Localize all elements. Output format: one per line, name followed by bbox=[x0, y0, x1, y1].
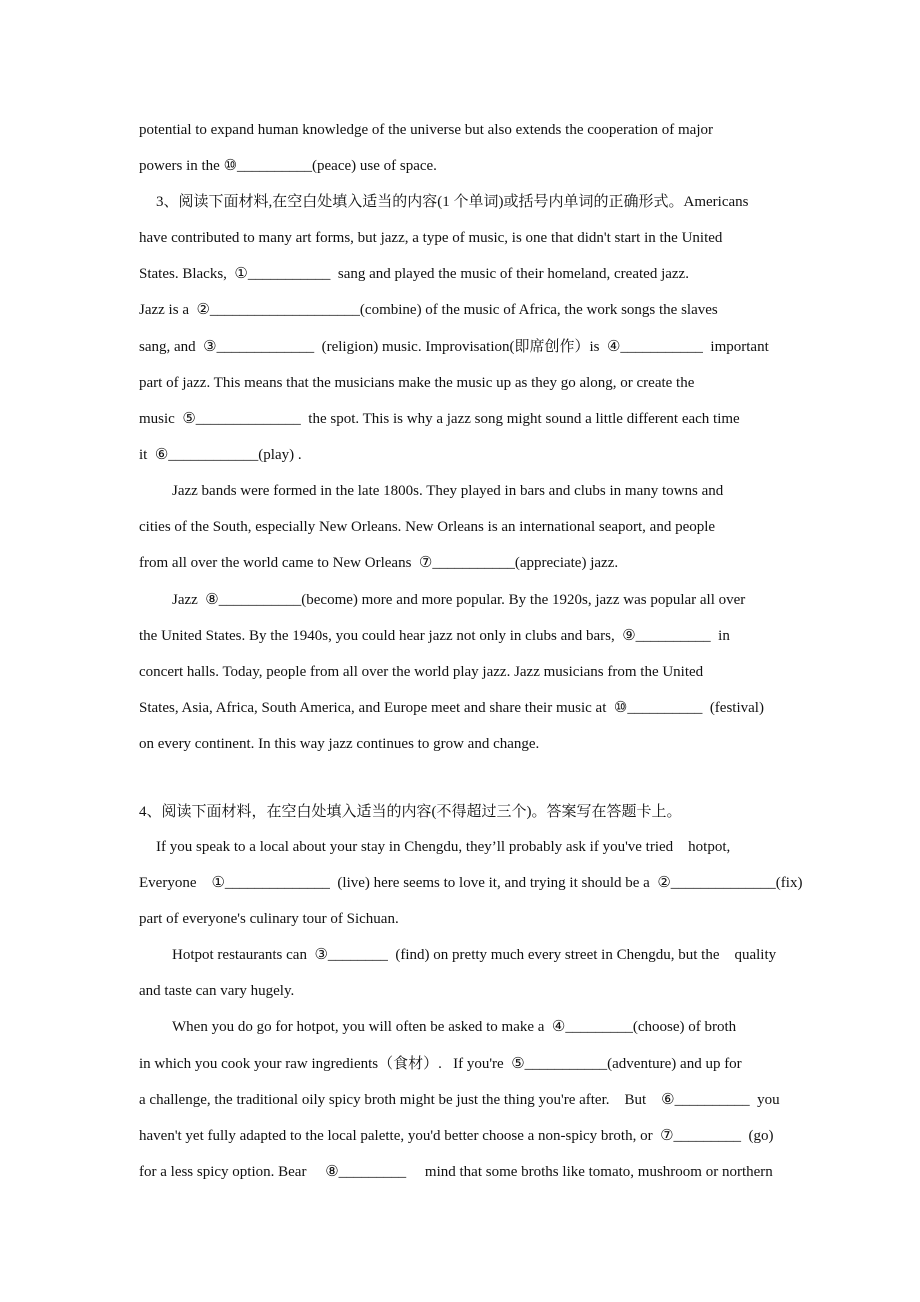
text-line: haven't yet fully adapted to the local palette, you'd better choose a non-spicy broth, or ⑦_________ (go) bbox=[139, 1128, 774, 1144]
text-line: States, Asia, Africa, South America, and Europe meet and share their music at ⑩__________ (festival) bbox=[139, 700, 764, 716]
text-line: and taste can vary hugely. bbox=[139, 983, 295, 999]
text-line: potential to expand human knowledge of the universe but also extends the cooperation of major bbox=[139, 122, 714, 138]
section-3-heading: 3、阅读下面材料,在空白处填入适当的内容(1 个单词)或括号内单词的正确形式。Americans bbox=[156, 194, 749, 210]
text-line: cities of the South, especially New Orleans. New Orleans is an international seaport, and people bbox=[139, 519, 716, 535]
text-line: the United States. By the 1940s, you could hear jazz not only in clubs and bars, ⑨__________ in bbox=[139, 628, 730, 644]
text-line: in which you cook your raw ingredients（食材）. If you're ⑤___________(adventure) and up for bbox=[139, 1056, 742, 1072]
text-line: a challenge, the traditional oily spicy broth might be just the thing you're after. But ⑥__________ you bbox=[139, 1092, 780, 1108]
text-line: Jazz ⑧___________(become) more and more popular. By the 1920s, jazz was popular all over bbox=[172, 592, 746, 608]
text-line: Jazz bands were formed in the late 1800s. They played in bars and clubs in many towns and bbox=[172, 483, 724, 499]
text-line: it ⑥____________(play) . bbox=[139, 447, 302, 463]
text-line: have contributed to many art forms, but jazz, a type of music, is one that didn't start in the United bbox=[139, 230, 723, 246]
text-line: concert halls. Today, people from all over the world play jazz. Jazz musicians from the United bbox=[139, 664, 704, 680]
text-line: sang, and ③_____________ (religion) music. Improvisation(即席创作）is ④___________ important bbox=[139, 339, 769, 355]
text-line: Hotpot restaurants can ③________ (find) on pretty much every street in Chengdu, but the quality bbox=[172, 947, 777, 963]
text-line: Everyone ①______________ (live) here seems to love it, and trying it should be a ②______________(fix) bbox=[139, 875, 803, 891]
text-line: If you speak to a local about your stay in Chengdu, they’ll probably ask if you've tried hotpot, bbox=[156, 839, 731, 855]
text-line: for a less spicy option. Bear ⑧_________ mind that some broths like tomato, mushroom or northern bbox=[139, 1164, 773, 1180]
text-line: powers in the ⑩__________(peace) use of space. bbox=[139, 158, 437, 174]
text-line: on every continent. In this way jazz continues to grow and change. bbox=[139, 736, 540, 752]
text-line: States. Blacks, ①___________ sang and played the music of their homeland, created jazz. bbox=[139, 266, 689, 282]
text-line: music ⑤______________ the spot. This is why a jazz song might sound a little different each time bbox=[139, 411, 740, 427]
text-line: part of jazz. This means that the musicians make the music up as they go along, or create the bbox=[139, 375, 695, 391]
text-line: Jazz is a ②____________________(combine) of the music of Africa, the work songs the slaves bbox=[139, 302, 718, 318]
text-line: from all over the world came to New Orleans ⑦___________(appreciate) jazz. bbox=[139, 555, 619, 571]
text-line: part of everyone's culinary tour of Sichuan. bbox=[139, 911, 399, 927]
text-line: When you do go for hotpot, you will often be asked to make a ④_________(choose) of broth bbox=[172, 1019, 737, 1035]
section-4-heading: 4、阅读下面材料，在空白处填入适当的内容(不得超过三个)。答案写在答题卡上。 bbox=[139, 804, 682, 820]
